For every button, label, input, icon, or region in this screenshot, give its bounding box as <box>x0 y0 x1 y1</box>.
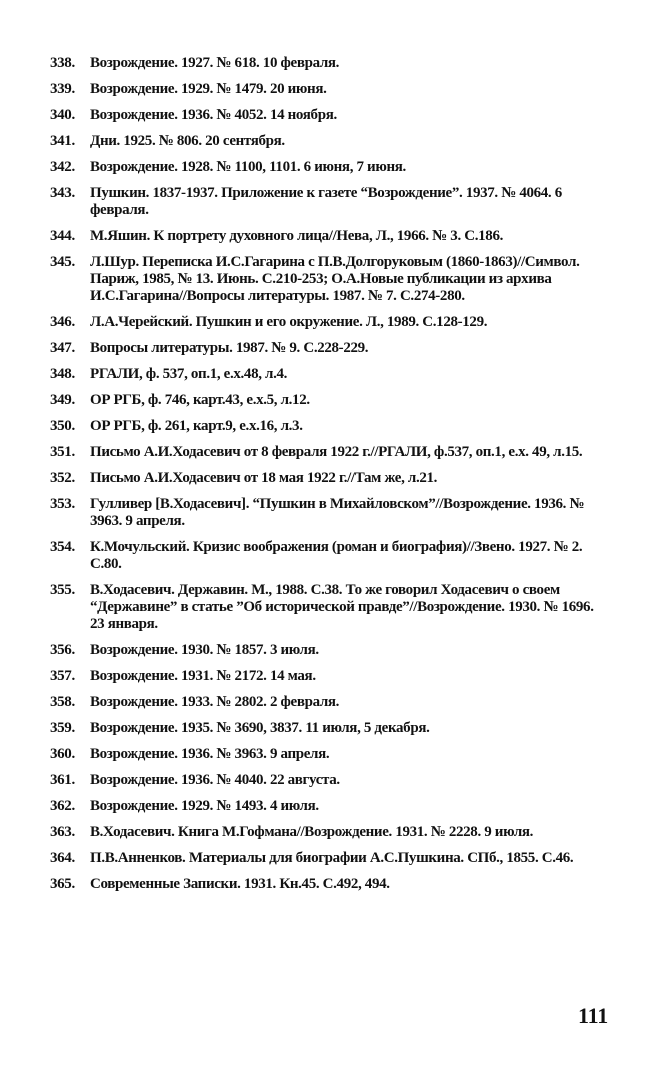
endnote-339 <box>50 81 606 98</box>
endnote-number: 356. <box>50 642 75 658</box>
endnote-number: 353. <box>50 496 75 512</box>
endnote-text: К.Мочульский. Кризис воображения (роман и биография)//Звено. 1927. № 2. С.80. <box>90 539 583 572</box>
endnote-text: Современные Записки. 1931. Кн.45. С.492, 494. <box>90 876 390 892</box>
endnote-number: 345. <box>50 254 75 270</box>
endnote-text: Возрождение. 1930. № 1857. 3 июля. <box>90 642 319 658</box>
endnote-text: Дни. 1925. № 806. 20 сентября. <box>90 133 285 149</box>
endnote-text: Письмо А.И.Ходасевич от 8 февраля 1922 г.//РГАЛИ, ф.537, оп.1, е.х. 49, л.15. <box>90 444 583 460</box>
endnote-341 <box>50 133 606 150</box>
endnote-text: Возрождение. 1928. № 1100, 1101. 6 июня, 7 июня. <box>90 159 406 175</box>
endnote-text: Возрождение. 1929. № 1479. 20 июня. <box>90 81 327 97</box>
endnote-344 <box>50 228 606 245</box>
endnote-number: 349. <box>50 392 75 408</box>
endnote-348 <box>50 366 606 383</box>
endnote-number: 350. <box>50 418 75 434</box>
endnote-text: Л.Шур. Переписка И.С.Гагарина с П.В.Долгоруковым (1860-1863)//Символ. Париж, 1985, № 13. Июнь. С.210-253; О.А.Новые публикации из архива И.С.Гагарина//Вопросы литературы. 1987. № 7. С.274-280. <box>90 254 580 304</box>
endnote-number: 354. <box>50 539 75 555</box>
endnote-text: ОР РГБ, ф. 746, карт.43, е.х.5, л.12. <box>90 392 310 408</box>
endnote-345 <box>50 254 606 305</box>
endnote-number: 346. <box>50 314 75 330</box>
endnote-360 <box>50 746 606 763</box>
endnote-text: Л.А.Черейский. Пушкин и его окружение. Л., 1989. С.128-129. <box>90 314 488 330</box>
endnote-352 <box>50 470 606 487</box>
endnote-365 <box>50 876 606 893</box>
endnote-number: 340. <box>50 107 75 123</box>
endnote-346 <box>50 314 606 331</box>
endnote-text: Письмо А.И.Ходасевич от 18 мая 1922 г.//Там же, л.21. <box>90 470 438 486</box>
endnote-350 <box>50 418 606 435</box>
page-number: 111 <box>578 1003 608 1028</box>
endnote-number: 342. <box>50 159 75 175</box>
endnote-number: 343. <box>50 185 75 201</box>
endnote-340 <box>50 107 606 124</box>
endnote-number: 355. <box>50 582 75 598</box>
endnote-number: 344. <box>50 228 75 244</box>
endnote-355 <box>50 582 606 633</box>
endnote-number: 338. <box>50 55 75 71</box>
endnote-text: П.В.Анненков. Материалы для биографии А.С.Пушкина. СПб., 1855. С.46. <box>90 850 574 866</box>
endnote-text: Возрождение. 1933. № 2802. 2 февраля. <box>90 694 340 710</box>
endnote-number: 362. <box>50 798 75 814</box>
endnote-text: Возрождение. 1935. № 3690, 3837. 11 июля, 5 декабря. <box>90 720 430 736</box>
endnote-text: Возрождение. 1936. № 3963. 9 апреля. <box>90 746 330 762</box>
endnote-number: 360. <box>50 746 75 762</box>
endnote-text: Гулливер [В.Ходасевич]. “Пушкин в Михайловском”//Возрождение. 1936. № 3963. 9 апреля. <box>90 496 585 529</box>
endnote-342 <box>50 159 606 176</box>
endnote-text: В.Ходасевич. Державин. М., 1988. С.38. То же говорил Ходасевич о своем “Державине” в статье ”Об исторической правде”//Возрождение. 1930. № 1696. 23 января. <box>90 582 594 632</box>
endnote-343 <box>50 185 606 219</box>
endnotes-list <box>50 55 606 902</box>
endnote-number: 339. <box>50 81 75 97</box>
endnote-text: Пушкин. 1837-1937. Приложение к газете “Возрождение”. 1937. № 4064. 6 февраля. <box>90 185 562 218</box>
endnote-351 <box>50 444 606 461</box>
endnote-363 <box>50 824 606 841</box>
endnote-349 <box>50 392 606 409</box>
endnote-text: Возрождение. 1936. № 4052. 14 ноября. <box>90 107 337 123</box>
endnote-338 <box>50 55 606 72</box>
endnote-text: Возрождение. 1936. № 4040. 22 августа. <box>90 772 340 788</box>
endnote-text: М.Яшин. К портрету духовного лица//Нева, Л., 1966. № 3. С.186. <box>90 228 503 244</box>
endnote-text: В.Ходасевич. Книга М.Гофмана//Возрождение. 1931. № 2228. 9 июля. <box>90 824 534 840</box>
endnote-number: 357. <box>50 668 75 684</box>
endnote-number: 361. <box>50 772 75 788</box>
endnote-number: 347. <box>50 340 75 356</box>
endnote-347 <box>50 340 606 357</box>
endnote-357 <box>50 668 606 685</box>
endnote-number: 341. <box>50 133 75 149</box>
endnote-text: РГАЛИ, ф. 537, оп.1, е.х.48, л.4. <box>90 366 288 382</box>
endnote-362 <box>50 798 606 815</box>
endnote-353 <box>50 496 606 530</box>
endnote-text: Возрождение. 1927. № 618. 10 февраля. <box>90 55 340 71</box>
endnote-361 <box>50 772 606 789</box>
endnote-number: 359. <box>50 720 75 736</box>
endnote-number: 365. <box>50 876 75 892</box>
endnote-354 <box>50 539 606 573</box>
endnote-number: 351. <box>50 444 75 460</box>
endnote-number: 364. <box>50 850 75 866</box>
endnote-359 <box>50 720 606 737</box>
endnote-text: ОР РГБ, ф. 261, карт.9, е.х.16, л.3. <box>90 418 303 434</box>
endnote-number: 348. <box>50 366 75 382</box>
endnote-number: 358. <box>50 694 75 710</box>
endnote-356 <box>50 642 606 659</box>
endnote-text: Возрождение. 1929. № 1493. 4 июля. <box>90 798 319 814</box>
endnote-text: Вопросы литературы. 1987. № 9. С.228-229. <box>90 340 369 356</box>
endnote-number: 352. <box>50 470 75 486</box>
endnote-358 <box>50 694 606 711</box>
endnote-text: Возрождение. 1931. № 2172. 14 мая. <box>90 668 316 684</box>
endnote-number: 363. <box>50 824 75 840</box>
endnote-364 <box>50 850 606 867</box>
